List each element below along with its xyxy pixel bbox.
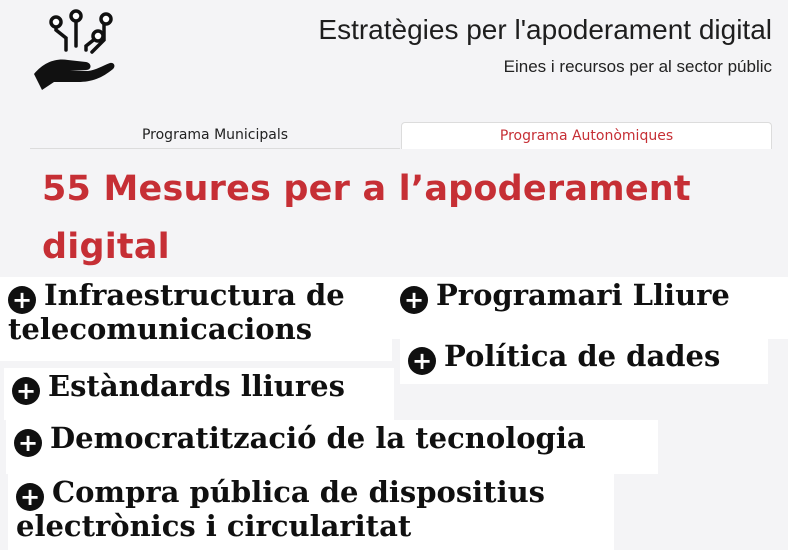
hand-with-circuit-icon[interactable] [30, 8, 120, 94]
measure-programari-lliure[interactable] [392, 277, 788, 339]
plus-circle-icon: + [16, 483, 44, 511]
plus-circle-icon: + [408, 347, 436, 375]
page-heading: 55 Mesures per a l’apoderament digital [42, 169, 691, 267]
measure-infraestructura[interactable] [0, 277, 392, 361]
tab-programa-municipals[interactable]: Programa Municipals [30, 122, 400, 149]
measure-label: Infraestructura de telecomunicacions [8, 278, 345, 346]
measure-label: Estàndards lliures [48, 369, 345, 403]
site-subtitle: Eines i recursos per al sector públic [503, 57, 772, 76]
measure-label: Compra pública de dispositius electrònics i circularitat [16, 475, 545, 543]
plus-circle-icon: + [400, 286, 428, 314]
measure-democratitzacio[interactable] [6, 420, 658, 474]
measure-label: Política de dades [444, 339, 721, 373]
program-tabs [30, 122, 772, 149]
plus-circle-icon: + [14, 429, 42, 457]
plus-circle-icon: + [8, 286, 36, 314]
measure-label: Democratització de la tecnologia [50, 421, 586, 455]
measure-politica-dades[interactable] [400, 338, 768, 384]
site-title: Estratègies per l'apoderament digital [318, 14, 772, 45]
measure-estandards-lliures[interactable] [4, 368, 394, 420]
measure-label: Programari Lliure [436, 278, 730, 312]
measure-compra-publica[interactable] [8, 474, 614, 550]
plus-circle-icon: + [12, 377, 40, 405]
tab-programa-autonomiques[interactable]: Programa Autonòmiques [401, 122, 772, 149]
